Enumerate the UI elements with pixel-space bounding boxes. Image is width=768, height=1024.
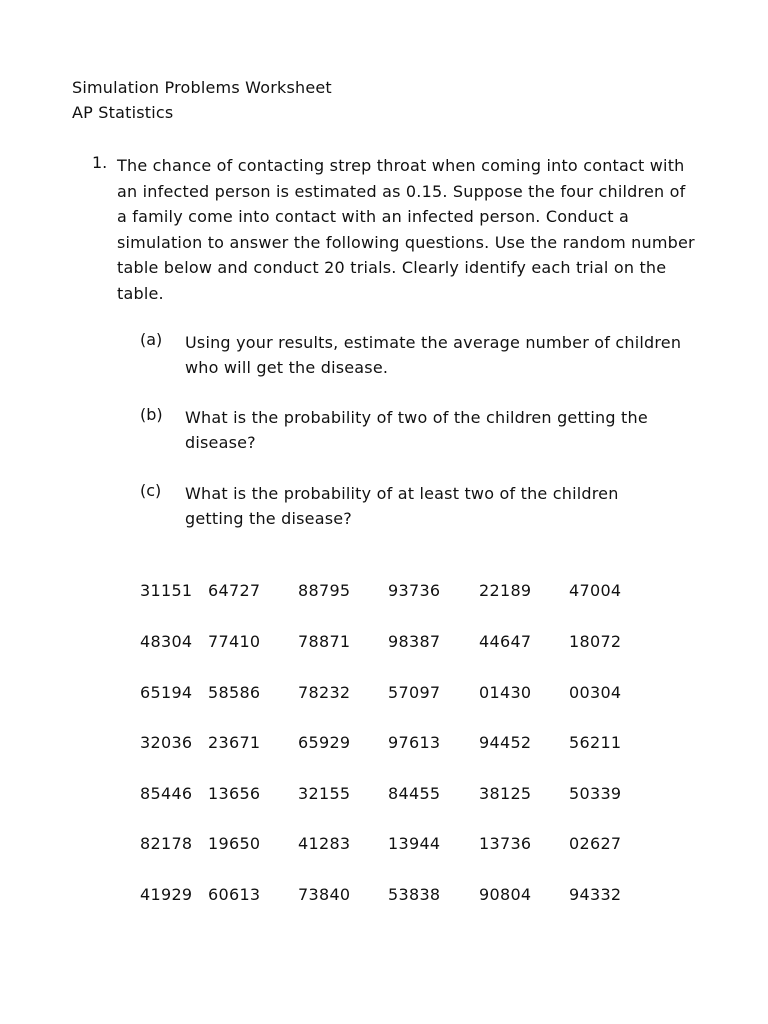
- table-cell: 98387: [388, 632, 441, 651]
- problem-line: an infected person is estimated as 0.15. Suppose the four children of: [117, 181, 686, 201]
- table-cell: 65194: [140, 683, 193, 702]
- subquestion-line: What is the probability of two of the children getting the: [185, 408, 648, 427]
- table-cell: 77410: [208, 632, 261, 651]
- table-row: [0, 581, 768, 605]
- problem-line: simulation to answer the following questions. Use the random number: [117, 232, 695, 252]
- table-cell: 01430: [479, 683, 532, 702]
- table-row: [0, 885, 768, 909]
- table-cell: 31151: [140, 581, 193, 600]
- subquestion-line: who will get the disease.: [185, 358, 389, 377]
- table-cell: 56211: [569, 733, 622, 752]
- table-cell: 90804: [479, 885, 532, 904]
- course-name: AP Statistics: [72, 103, 174, 122]
- table-cell: 47004: [569, 581, 622, 600]
- table-cell: 32036: [140, 733, 193, 752]
- table-cell: 18072: [569, 632, 622, 651]
- table-cell: 13736: [479, 834, 532, 853]
- subquestion-letter: (b): [140, 405, 163, 424]
- table-row: [0, 784, 768, 808]
- table-cell: 53838: [388, 885, 441, 904]
- table-cell: 73840: [298, 885, 351, 904]
- table-cell: 85446: [140, 784, 193, 803]
- subquestion-letter: (c): [140, 481, 162, 500]
- subquestion-text: [185, 481, 705, 531]
- table-cell: 00304: [569, 683, 622, 702]
- subquestion-letter: (a): [140, 330, 163, 349]
- table-cell: 48304: [140, 632, 193, 651]
- table-cell: 94332: [569, 885, 622, 904]
- table-cell: 38125: [479, 784, 532, 803]
- table-cell: 41929: [140, 885, 193, 904]
- table-cell: 32155: [298, 784, 351, 803]
- table-cell: 84455: [388, 784, 441, 803]
- subquestion-text: [185, 405, 705, 455]
- table-cell: 44647: [479, 632, 532, 651]
- table-cell: 58586: [208, 683, 261, 702]
- problem-line: table below and conduct 20 trials. Clearly identify each trial on the: [117, 258, 667, 277]
- table-row: [0, 733, 768, 757]
- subquestion-line: Using your results, estimate the average number of children: [185, 333, 682, 352]
- table-cell: 50339: [569, 784, 622, 803]
- table-cell: 41283: [298, 834, 351, 853]
- problem-line: table.: [117, 283, 164, 303]
- subquestion-line: disease?: [185, 433, 256, 452]
- table-row: [0, 834, 768, 858]
- table-row: [0, 632, 768, 656]
- problem-number: 1.: [92, 153, 108, 172]
- table-cell: 60613: [208, 885, 261, 904]
- subquestion-text: [185, 330, 705, 380]
- table-cell: 02627: [569, 834, 622, 853]
- table-cell: 78871: [298, 632, 351, 651]
- table-cell: 19650: [208, 834, 261, 853]
- table-cell: 13656: [208, 784, 261, 803]
- table-cell: 78232: [298, 683, 351, 702]
- table-cell: 93736: [388, 581, 441, 600]
- table-cell: 88795: [298, 581, 351, 600]
- table-cell: 22189: [479, 581, 532, 600]
- table-cell: 82178: [140, 834, 193, 853]
- problem-statement: [117, 153, 707, 306]
- table-cell: 64727: [208, 581, 261, 600]
- table-cell: 65929: [298, 733, 351, 752]
- table-row: [0, 683, 768, 707]
- problem-line: a family come into contact with an infected person. Conduct a: [117, 207, 630, 226]
- table-cell: 13944: [388, 834, 441, 853]
- table-cell: 94452: [479, 733, 532, 752]
- problem-line: The chance of contacting strep throat when coming into contact with: [117, 156, 685, 175]
- table-cell: 23671: [208, 733, 261, 752]
- table-cell: 97613: [388, 733, 441, 752]
- subquestion-line: What is the probability of at least two of the children: [185, 484, 619, 503]
- worksheet-title: Simulation Problems Worksheet: [72, 78, 332, 97]
- subquestion-line: getting the disease?: [185, 509, 352, 528]
- table-cell: 57097: [388, 683, 441, 702]
